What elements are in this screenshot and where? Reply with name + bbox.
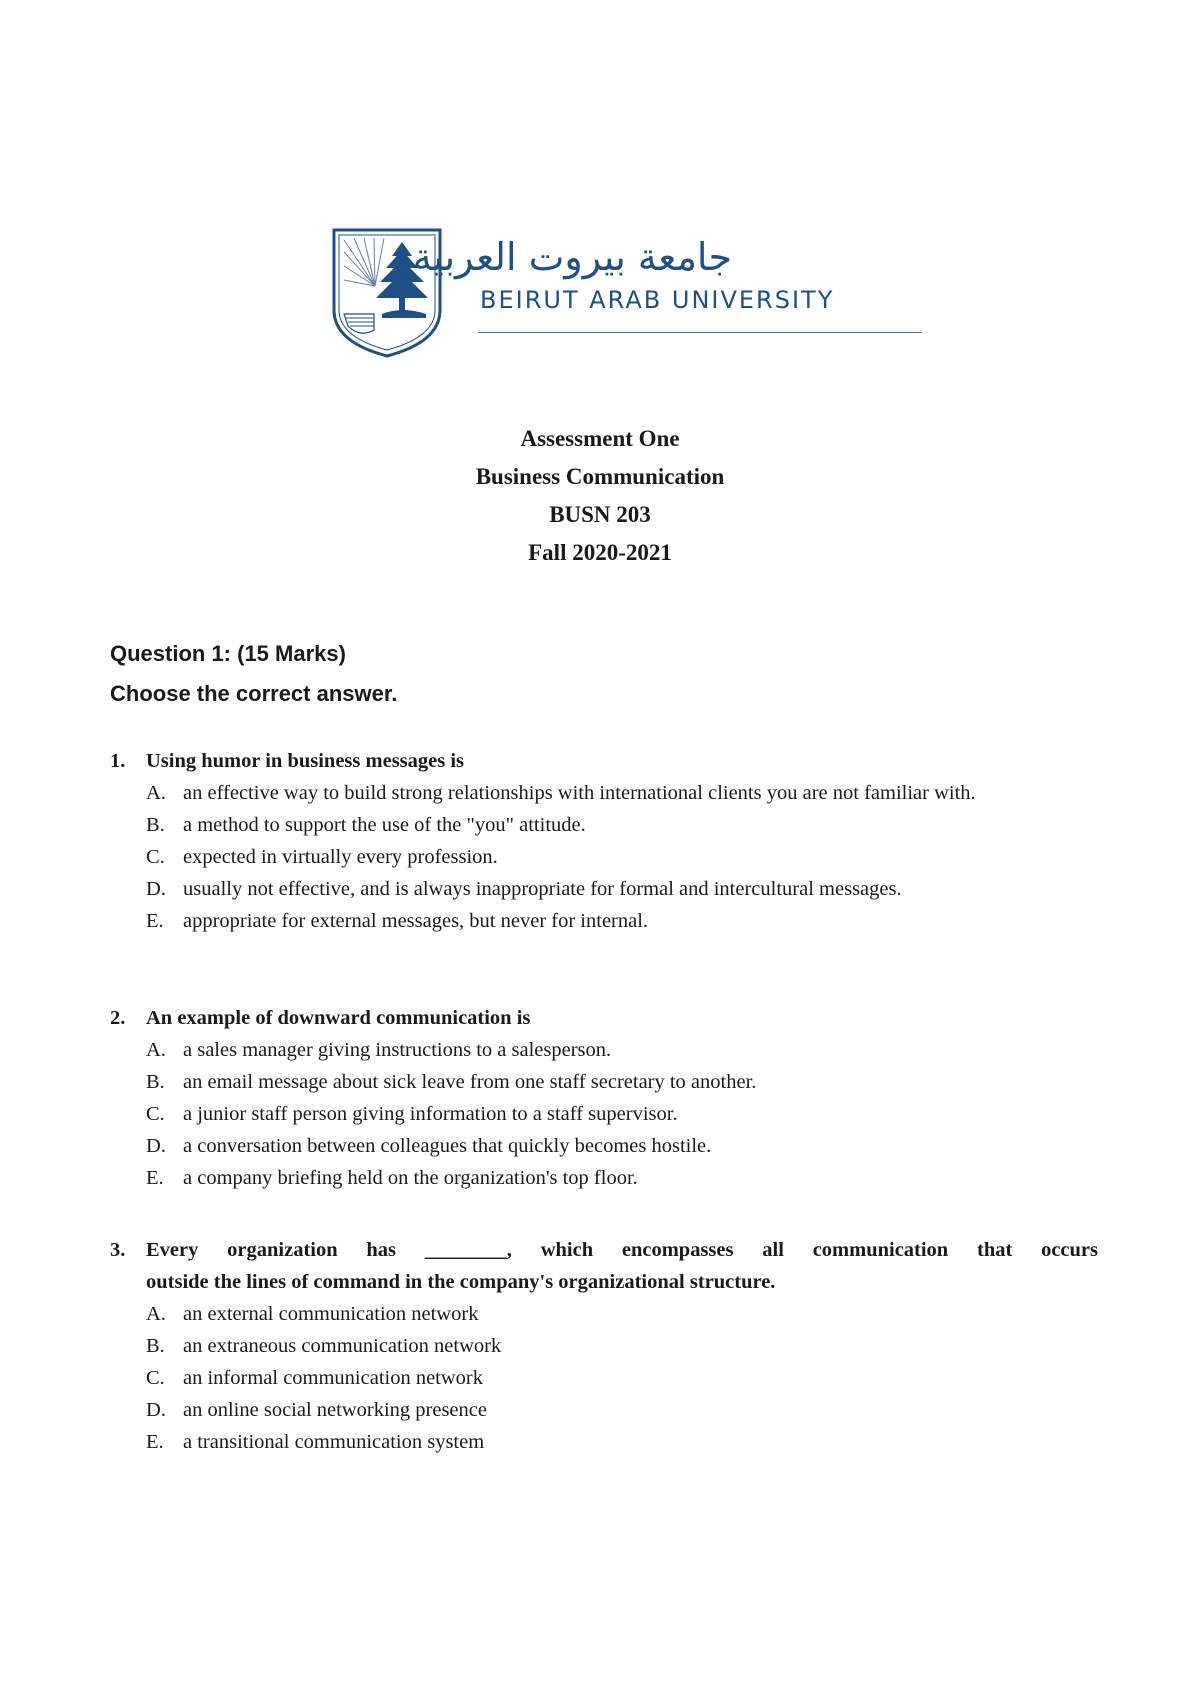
answer-option [146,841,1098,873]
logo-divider [478,332,922,333]
option-text: an effective way to build strong relationships with international clients you are not familiar with. [183,782,976,804]
answer-option [146,1330,1098,1362]
option-letter: A. [146,782,166,804]
option-text: an extraneous communication network [183,1335,502,1357]
question-stem: Using humor in business messages is [146,750,465,772]
option-letter: D. [146,878,166,900]
option-letter: A. [146,1303,166,1325]
option-letter: B. [146,814,165,836]
option-letter: D. [146,1399,166,1421]
option-letter: C. [146,1367,165,1389]
question-instruction: Choose the correct answer. [110,681,398,706]
option-letter: B. [146,1335,165,1357]
option-letter: C. [146,846,165,868]
option-letter: E. [146,910,164,932]
question-number: 3. [110,1239,126,1261]
answer-option [146,1034,1098,1066]
question-stem-line: Every organization has ________, which encompasses all communication that occurs [146,1239,1098,1261]
answer-option [146,1298,1098,1330]
answer-option [146,1162,1098,1194]
assessment-title-block [0,420,1200,572]
option-text: a conversation between colleagues that quickly becomes hostile. [183,1135,712,1157]
question-heading: Question 1: (15 Marks) [110,641,346,666]
option-text: an external communication network [183,1303,479,1325]
question-item [110,745,1098,937]
answer-option [146,1426,1098,1458]
option-letter: C. [146,1103,165,1125]
option-text: a transitional communication system [183,1431,485,1453]
question-number: 1. [110,750,126,772]
answer-option [146,1130,1098,1162]
option-letter: B. [146,1071,165,1093]
semester: Fall 2020-2021 [528,540,672,565]
option-text: an online social networking presence [183,1399,487,1421]
answer-option [146,809,1098,841]
course-name: Business Communication [475,464,725,489]
question-stem: An example of downward communication is [146,1007,531,1029]
answer-option [146,1066,1098,1098]
question-item [110,1234,1098,1458]
option-letter: E. [146,1431,164,1453]
option-text: usually not effective, and is always inappropriate for formal and intercultural messages. [183,878,902,900]
answer-option [146,873,1098,905]
option-letter: A. [146,1039,166,1061]
university-name-arabic: جامعة بيروت العربية [412,235,732,279]
university-name-english: BEIRUT ARAB UNIVERSITY [480,286,835,314]
option-text: a sales manager giving instructions to a salesperson. [183,1039,612,1061]
question-number: 2. [110,1007,126,1029]
answer-option [146,777,1098,809]
question-stem-line: outside the lines of command in the company's organizational structure. [146,1271,776,1293]
assessment-title: Assessment One [520,426,680,451]
option-text: an informal communication network [183,1367,484,1389]
option-text: a junior staff person giving information to a staff supervisor. [183,1103,678,1125]
answer-option [146,1098,1098,1130]
option-letter: E. [146,1167,164,1189]
option-text: expected in virtually every profession. [183,846,498,868]
option-text: appropriate for external messages, but never for internal. [183,910,649,932]
option-text: an email message about sick leave from one staff secretary to another. [183,1071,757,1093]
option-letter: D. [146,1135,166,1157]
question-item [110,1002,1098,1194]
course-code: BUSN 203 [549,502,651,527]
answer-option [146,1362,1098,1394]
option-text: a method to support the use of the "you" attitude. [183,814,586,836]
option-text: a company briefing held on the organization's top floor. [183,1167,638,1189]
answer-option [146,1394,1098,1426]
answer-option [146,905,1098,937]
university-logo [330,226,922,356]
